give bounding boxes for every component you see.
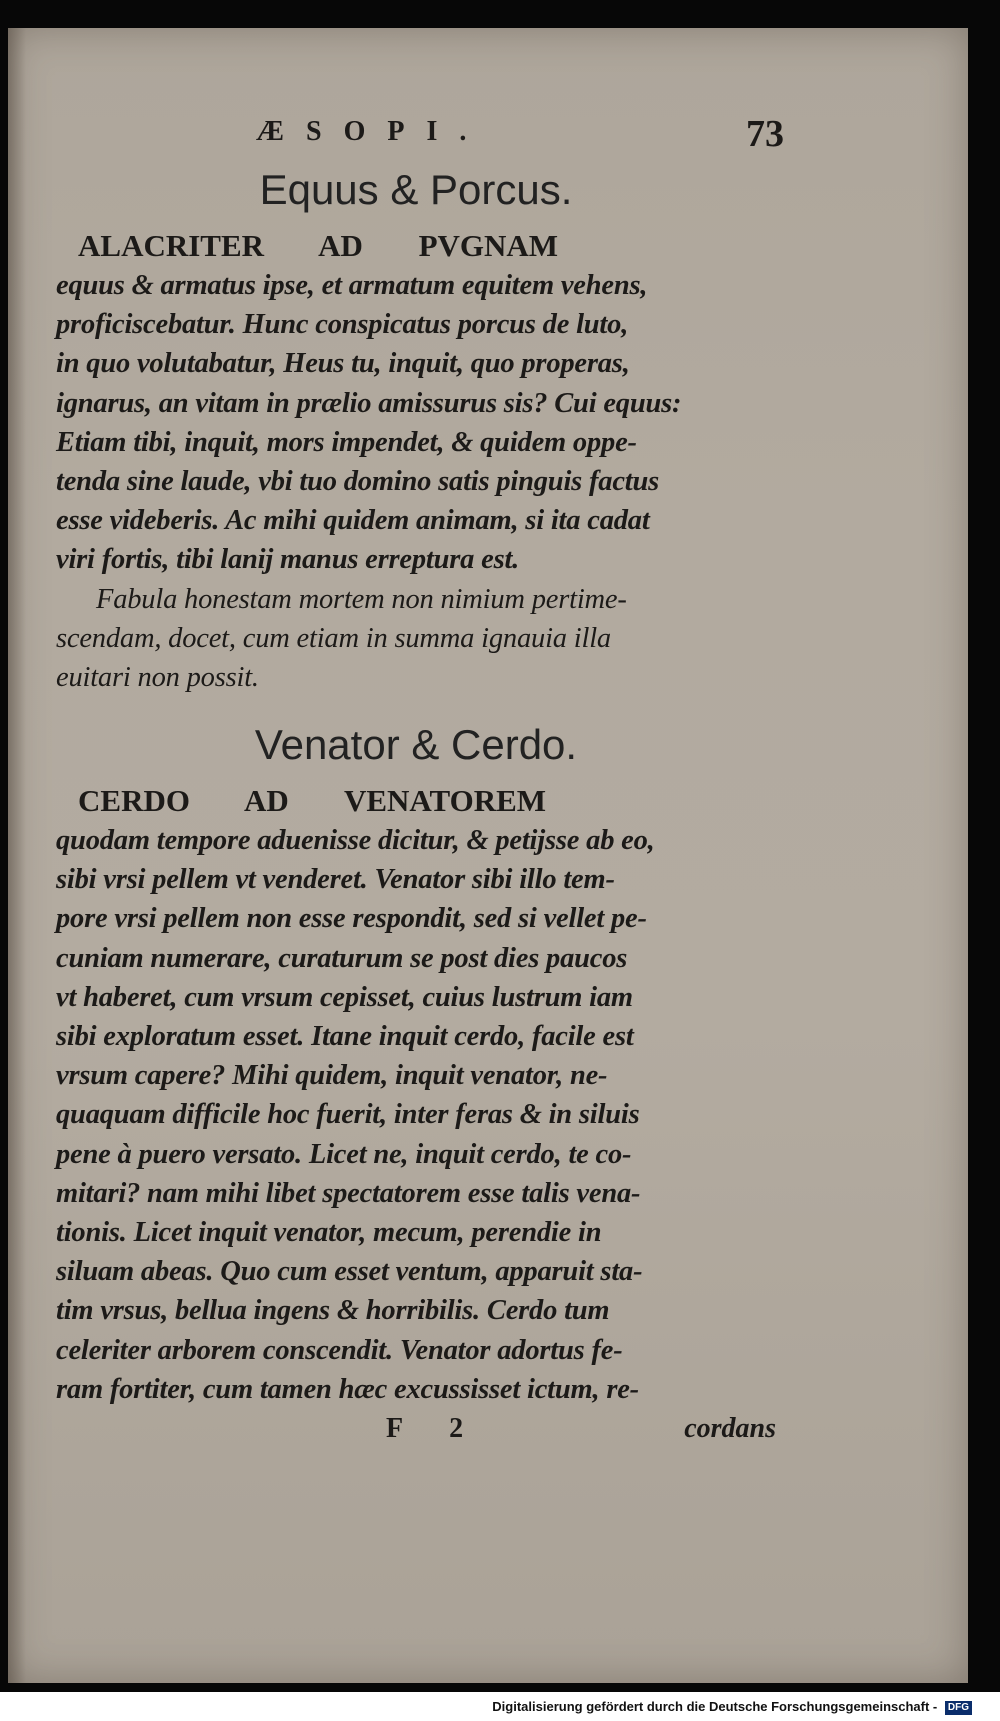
text-line: celeriter arborem conscendit. Venator adortus fe- [56, 1334, 623, 1366]
text-line: vrsum capere? Mihi quidem, inquit venator, ne- [56, 1060, 608, 1092]
text-line: tim vrsus, bellua ingens & horribilis. Cerdo tum [56, 1295, 610, 1327]
book-page [8, 28, 968, 1683]
text-line: Etiam tibi, inquit, mors impendet, & quidem oppe- [56, 426, 637, 458]
running-title: ÆSOPI. [256, 116, 489, 147]
text-line: ignarus, an vitam in prælio amissurus sis? Cui equus: [56, 387, 682, 419]
text-line: equus & armatus ipse, et armatum equitem vehens, [56, 270, 648, 301]
text-line: mitari? nam mihi libet spectatorem esse talis vena- [56, 1177, 641, 1209]
text-line: tionis. Licet inquit venator, mecum, perendie in [56, 1216, 602, 1248]
moral-line: scendam, docet, cum etiam in summa ignauia illa [56, 622, 611, 654]
catch-line [56, 1413, 776, 1453]
text-line: pene à puero versato. Licet ne, inquit cerdo, te co- [56, 1138, 632, 1170]
page-number: 73 [746, 113, 784, 155]
text-line: vt haberet, cum vrsum cepisset, cuius lustrum iam [56, 981, 633, 1013]
running-head [56, 113, 784, 160]
text-line: quodam tempore aduenisse dicitur, & petijsse ab eo, [56, 825, 655, 857]
text-line: sibi exploratum esset. Itane inquit cerdo, facile est [56, 1021, 634, 1052]
dfg-logo-badge: DFG [945, 1701, 972, 1715]
text-line: pore vrsi pellem non esse respondit, sed si vellet pe- [56, 903, 647, 935]
page-gutter-shadow [8, 28, 26, 1683]
fable-incipit-equus-porcus: ALACRITER AD PVGNAM [78, 228, 559, 263]
fable-title-equus-porcus: Equus & Porcus. [259, 166, 573, 213]
catchword: cordans [684, 1412, 776, 1444]
moral-line: Fabula honestam mortem non nimium pertime- [96, 583, 627, 615]
text-line: cuniam numerare, curaturum se post dies paucos [56, 942, 628, 974]
fable-incipit-venator-cerdo: CERDO AD VENATOREM [78, 783, 547, 819]
text-line: proficiscebatur. Hunc conspicatus porcus de luto, [56, 309, 629, 341]
text-line: siluam abeas. Quo cum esset ventum, apparuit sta- [56, 1256, 643, 1288]
text-line: sibi vrsi pellem vt venderet. Venator sibi illo tem- [56, 864, 615, 896]
text-line: tenda sine laude, vbi tuo domino satis pinguis factus [56, 465, 660, 497]
digitization-credit [492, 1699, 972, 1715]
text-line: quaquam difficile hoc fuerit, inter feras & in siluis [56, 1099, 640, 1131]
text-line: viri fortis, tibi lanij manus erreptura est. [56, 544, 520, 576]
signature-mark: F 2 [386, 1412, 484, 1444]
fable-title-venator-cerdo: Venator & Cerdo. [254, 721, 578, 769]
text-block [56, 113, 784, 1453]
text-line: in quo volutabatur, Heus tu, inquit, quo properas, [56, 348, 630, 380]
moral-line: euitari non possit. [56, 661, 259, 693]
text-line: ram fortiter, cum tamen hæc excussisset ictum, re- [56, 1373, 639, 1405]
text-line: esse videberis. Ac mihi quidem animam, si ita cadat [56, 505, 650, 537]
credit-text: Digitalisierung gefördert durch die Deutsche Forschungsgemeinschaft - [492, 1699, 938, 1715]
